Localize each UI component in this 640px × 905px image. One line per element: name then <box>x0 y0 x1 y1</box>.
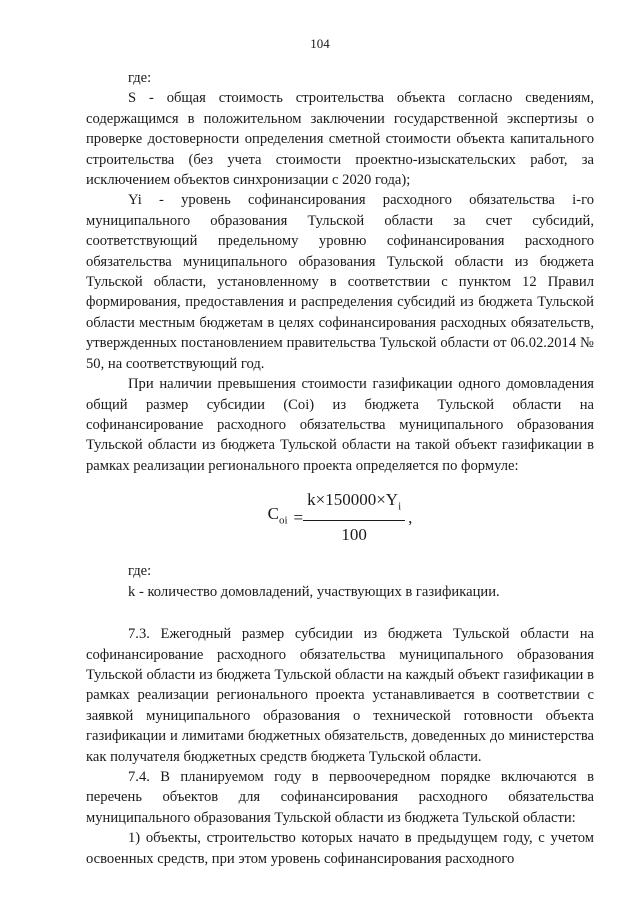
clause-7-4: 7.4. В планируемом году в первоочередном порядке включаются в перечень объектов для софинансирования расходного обязательства муниципального образования Тульской области из бюджета Тульской области: <box>86 768 594 826</box>
page-number: 104 <box>310 36 330 51</box>
document-body <box>86 68 594 869</box>
item-1: 1) объекты, строительство которых начато в предыдущем году, с учетом освоенных средств, при этом уровень софинансирования расходного <box>86 830 594 867</box>
k-definition: k - количество домовладений, участвующих в газификации. <box>128 583 500 600</box>
where-label: где: <box>128 70 152 86</box>
gasification-paragraph: При наличии превышения стоимости газификации одного домовладения общий размер субсидии (Coi) из бюджета Тульской области на софинансирование расходного обязательства муниципального образования Тульской области из бюджета Тульской области на такой объект газификации в рамках реализации регионального проекта определяется по формуле: <box>86 376 594 474</box>
formula-fraction <box>303 490 405 545</box>
s-definition: S - общая стоимость строительства объекта согласно сведениям, содержащимся в положительном заключении государственной экспертизы о проверке достоверности определения сметной стоимости объекта капитального строительства (без учета стоимости проектно-изыскательских работ, за исключением объектов синхронизации с 2020 года); <box>86 90 594 189</box>
where-label-2: где: <box>128 563 152 580</box>
formula-numerator: $k\times 150000\times Y_i$ <box>303 490 405 521</box>
subsidy-formula <box>86 490 594 545</box>
formula-equals: = <box>293 507 304 527</box>
formula-denominator: 100 <box>341 524 367 544</box>
formula-lhs: $C_{oi}$ <box>267 504 288 527</box>
formula-comma: , <box>408 507 413 527</box>
yi-definition: Yi - уровень софинансирования расходного обязательства i-го муниципального образования Тульской области за счет субсидий, соответствующий предельному уровню софинансирования расходного обязательства муниципального образования Тульской области из бюджета Тульской области, установленному в соответствии с пунктом 12 Правил формирования, предоставления и распределения субсидий из бюджета Тульской области местным бюджетам в целях софинансирования расходных обязательств, утвержденных постановлением правительства Тульской области от 06.02.2014 № 50, на соответствующий год. <box>86 192 594 372</box>
clause-7-3: 7.3. Ежегодный размер субсидии из бюджета Тульской области на софинансирование расходного обязательства муниципального образования Тульской области из бюджета Тульской области на каждый объект газификации в рамках реализации регионального проекта устанавливается в соответствии с заявкой муниципального образования о технической готовности объекта газификации и лимитами бюджетных обязательств, доведенных до министерства как получателя бюджетных средств бюджета Тульской области. <box>86 626 594 765</box>
